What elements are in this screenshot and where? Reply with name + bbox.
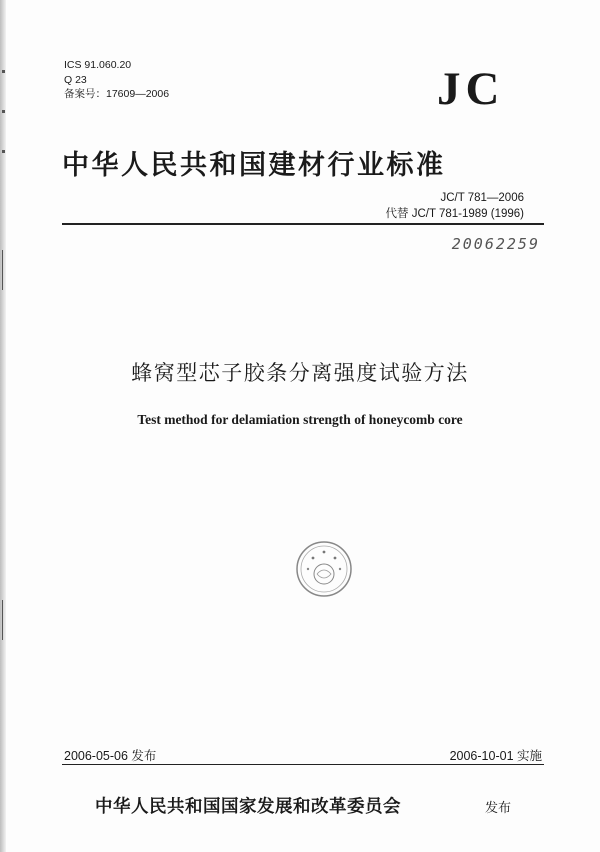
scan-artifact	[2, 70, 5, 73]
scan-artifact	[2, 110, 5, 113]
ccs-code: Q 23	[64, 73, 87, 86]
issuing-authority: 中华人民共和国国家发展和改革委员会	[95, 797, 401, 817]
scan-artifact	[2, 250, 3, 290]
classification-block	[64, 58, 169, 102]
standard-code-block	[386, 190, 525, 222]
footer-divider	[62, 764, 544, 765]
record-number: 备案号：17609—2006	[64, 88, 170, 100]
standard-code: JC/T 781—2006	[440, 192, 524, 204]
jc-logo: JC	[437, 63, 505, 115]
ics-code: ICS 91.060.20	[64, 59, 132, 71]
effective-date: 2006-10-01 实施	[449, 749, 542, 763]
handwritten-number: 20062259	[451, 235, 540, 253]
scan-artifact	[2, 150, 5, 153]
issuer-suffix: 发布	[485, 800, 512, 815]
scan-artifact	[2, 600, 3, 640]
issue-date: 2006-05-06 发布	[64, 749, 157, 763]
header-divider	[62, 223, 544, 225]
industry-standard-title: 中华人民共和国建材行业标准	[62, 150, 446, 181]
library-seal-stamp	[295, 540, 353, 598]
document-title-zh: 蜂窝型芯子胶条分离强度试验方法	[131, 361, 469, 385]
replaces-code: 代替 JC/T 781-1989 (1996)	[385, 208, 524, 220]
document-title-en: Test method for delamiation strength of honeycomb core	[137, 412, 463, 427]
